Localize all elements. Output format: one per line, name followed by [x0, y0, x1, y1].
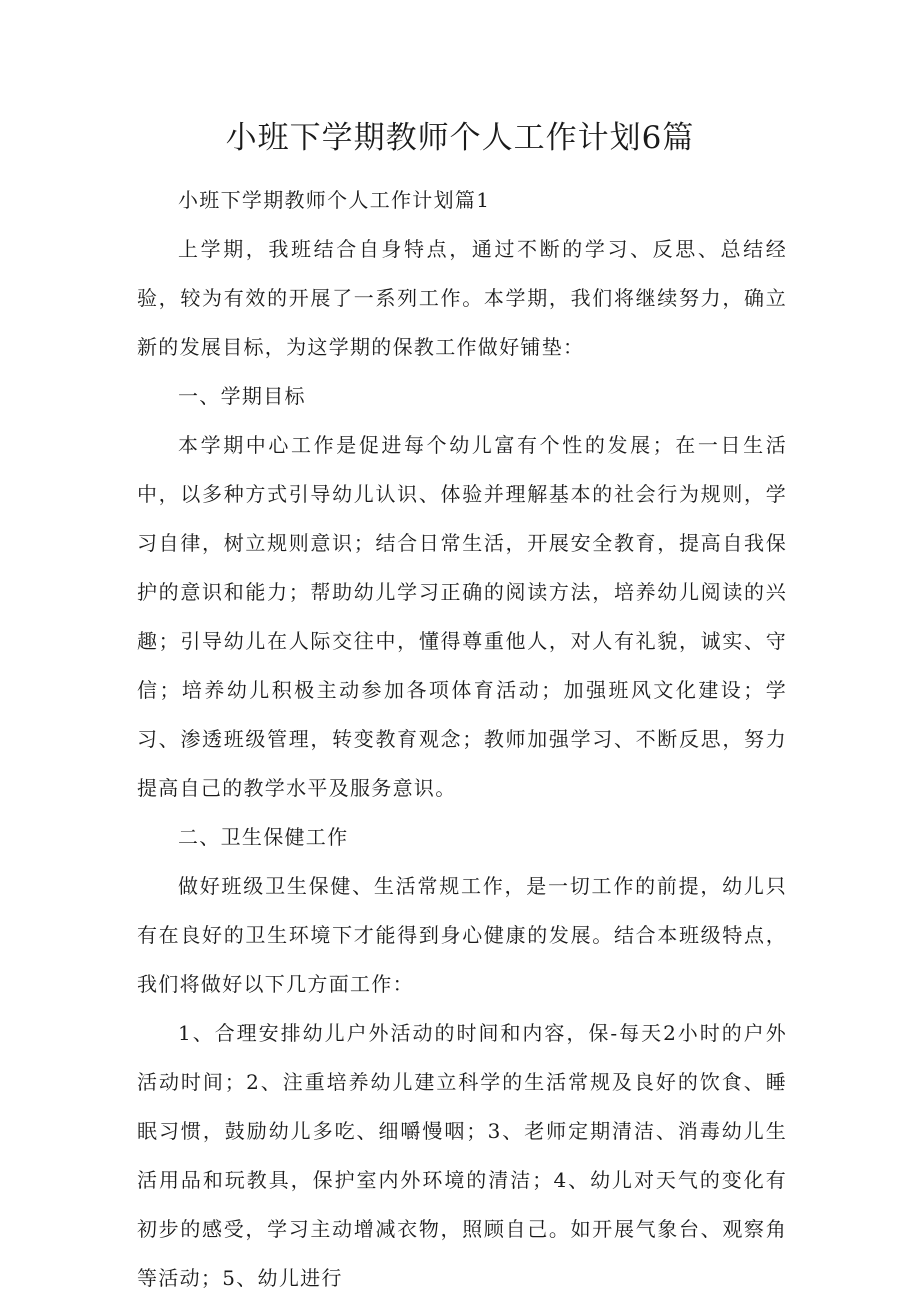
document-body — [137, 176, 787, 1303]
heading-health-care: 二、卫生保健工作 — [178, 825, 349, 849]
document-title: 小班下学期教师个人工作计划6篇 — [225, 120, 695, 156]
paragraph-health-items: 1、合理安排幼儿户外活动的时间和内容，保-每天2小时的户外活动时间；2、注重培养幼儿建立科学的生活常规及良好的饮食、睡眠习惯，鼓励幼儿多吃、细嚼慢咽；3、老师定期清洁、消毒幼儿生活用品和玩教具，保护室内外环境的清洁；4、幼儿对天气的变化有初步的感受，学习主动增减衣物，照顾自己。如开展气象台、观察角等活动；5、幼儿进行 — [137, 1021, 787, 1290]
paragraph-health-intro: 做好班级卫生保健、生活常规工作，是一切工作的前提，幼儿只有在良好的卫生环境下才能得到身心健康的发展。结合本班级特点，我们将做好以下几方面工作： — [137, 874, 787, 996]
heading-semester-goals: 一、学期目标 — [178, 384, 306, 408]
paragraph-intro: 上学期，我班结合自身特点，通过不断的学习、反思、总结经验，较为有效的开展了一系列工作。本学期，我们将继续努力，确立新的发展目标，为这学期的保教工作做好铺垫： — [137, 237, 787, 359]
section-title: 小班下学期教师个人工作计划篇1 — [178, 188, 491, 212]
paragraph-goals: 本学期中心工作是促进每个幼儿富有个性的发展；在一日生活中，以多种方式引导幼儿认识、体验并理解基本的社会行为规则，学习自律，树立规则意识；结合日常生活，开展安全教育，提高自我保护的意识和能力；帮助幼儿学习正确的阅读方法，培养幼儿阅读的兴趣；引导幼儿在人际交往中，懂得尊重他人，对人有礼貌，诚实、守信；培养幼儿积极主动参加各项体育活动；加强班风文化建设；学习、渗透班级管理，转变教育观念；教师加强学习、不断反思，努力提高自己的教学水平及服务意识。 — [137, 433, 787, 800]
